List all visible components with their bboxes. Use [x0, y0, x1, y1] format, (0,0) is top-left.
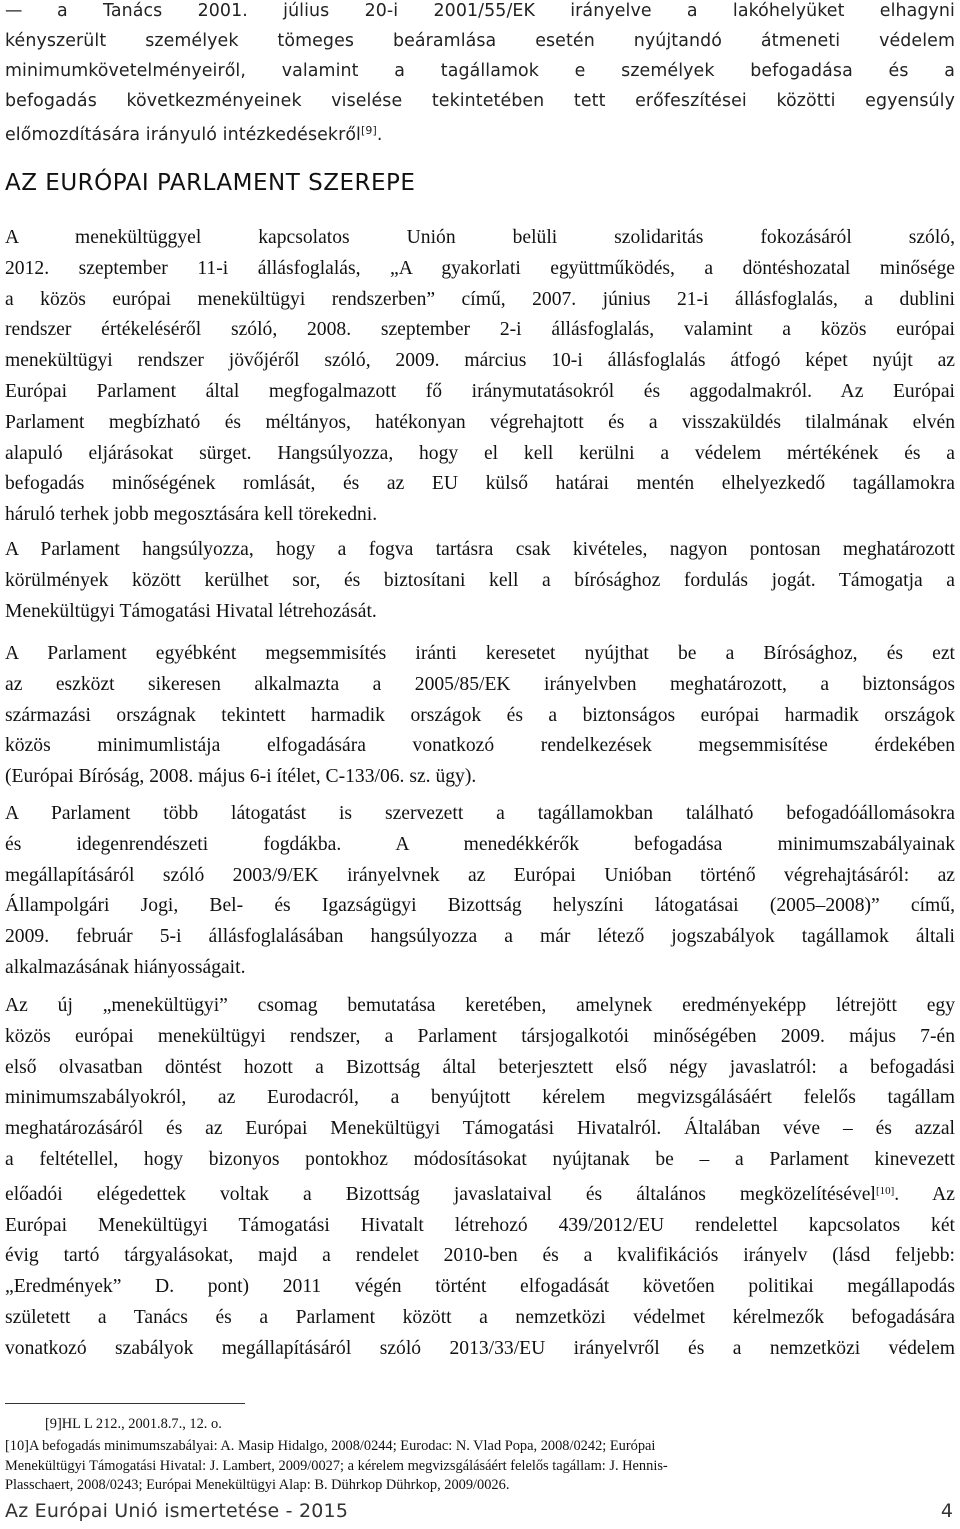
- paragraph-1: [5, 223, 955, 531]
- text-line: Parlament megbízható és méltányos, hatékonyan végrehajtott és a visszaküldés tilalmának elvén: [5, 411, 955, 433]
- footnote-10: [5, 1437, 955, 1496]
- text-line: A Parlament egyébként megsemmisítés iránti keresetet nyújthat be a Bírósághoz, és ezt: [5, 643, 955, 664]
- text-line: a közös európai menekültügyi rendszerben” című, 2007. június 21-i állásfoglalás, a dublini: [5, 288, 955, 310]
- text-line: Európai Menekültügyi Támogatási Hivatalt létrehozó 439/2012/EU rendelettel kapcsolatos két: [5, 1214, 955, 1236]
- footnote-line: [10]A befogadás minimumszabályai: A. Masip Hidalgo, 2008/0244; Eurodac: N. Vlad Popa, 2008/0242; Európai: [5, 1438, 656, 1454]
- intro-line: minimumkövetelményeiről, valamint a tagállamok e személyek befogadása és a: [5, 61, 955, 81]
- footnote-line: Plasschaert, 2008/0243; Európai Menekültügyi Alap: B. Dührkop Dührkop, 2009/0026.: [5, 1477, 510, 1493]
- text-line: alapuló eljárásokat sürget. Hangsúlyozza, hogy el kell kerülni a védelem mértékének és a: [5, 442, 955, 464]
- text-line: A Parlament hangsúlyozza, hogy a fogva tartásra csak kivételes, nagyon pontosan meghatározott: [5, 539, 955, 560]
- text-line: közös minimumlistája elfogadására vonatkozó rendelkezések megsemmisítése érdekében: [5, 735, 955, 757]
- text-line: vonatkozó szabályok megállapításáról szóló 2013/33/EU irányelvről és a nemzetközi védelem: [5, 1337, 955, 1359]
- footnote-divider: [5, 1403, 245, 1404]
- text-line: (Európai Bíróság, 2008. május 6-i ítélet, C-133/06. sz. ügy).: [5, 766, 477, 788]
- text-line: született a Tanács és a Parlament között a nemzetközi védelmet kérelmezők befogadására: [5, 1306, 955, 1328]
- text-line: és idegenrendészeti fogdákba. A menedékkérők befogadása minimumszabályainak: [5, 833, 955, 855]
- paragraph-5: [5, 991, 955, 1365]
- text-line: az eszközt sikeresen alkalmazta a 2005/85/EK irányelvben meghatározott, a biztonságos: [5, 673, 955, 695]
- intro-line: kényszerült személyek tömeges beáramlása esetén nyújtandó átmeneti védelem: [5, 31, 955, 51]
- text-line: rendszer értékeléséről szóló, 2008. szeptember 2-i állásfoglalás, valamint a közös európai: [5, 319, 955, 341]
- text-line: a feltétellel, hogy bizonyos pontokhoz módosításokat nyújtanak be – a Parlament kinevezett: [5, 1148, 955, 1170]
- text-line: első olvasatban döntést hozott a Bizottság által beterjesztett első négy javaslatról: a befogadási: [5, 1056, 955, 1078]
- intro-line: befogadás következményeinek viselése tekintetében tett erőfeszítései közötti egyensúly: [5, 91, 955, 111]
- text-line: származási országnak tekintett harmadik országok és a biztonságos európai harmadik országok: [5, 704, 955, 726]
- text-line: befogadás minőségének romlását, és az EU külső határai mentén elhelyezkedő tagállamokra: [5, 473, 955, 495]
- section-heading: AZ EURÓPAI PARLAMENT SZEREPE: [5, 170, 416, 196]
- intro-bullet-paragraph: [5, 0, 955, 150]
- paragraph-4: [5, 799, 955, 984]
- footnote-label: [9]: [45, 1416, 62, 1432]
- text-line: évig tartó tárgyalásokat, majd a rendelet 2010-ben és a kvalifikációs irányelv (lásd feljebb:: [5, 1245, 955, 1267]
- footnote-label: [10]: [5, 1438, 29, 1454]
- text-line: megállapításáról szóló 2003/9/EK irányelvnek az Európai Unióban történő végrehajtásáról: az: [5, 864, 955, 886]
- text-line: Európai Parlament által megfogalmazott fő iránymutatásokról és aggodalmakról. Az Európai: [5, 380, 955, 402]
- footer-title: Az Európai Unió ismertetése - 2015: [5, 1500, 349, 1522]
- text-line: 2009. február 5-i állásfoglalásában hangsúlyozza a már létező jogszabályok tagállamok általi: [5, 926, 955, 948]
- text-line: meghatározásáról és az Európai Menekültügyi Támogatási Hivatalról. Általában véve – és azzal: [5, 1118, 955, 1140]
- text-line: 2012. szeptember 11-i állásfoglalás, „A gyakorlati együttműködés, a döntéshozatal minősége: [5, 257, 955, 279]
- text-line: Állampolgári Jogi, Bel- és Igazságügyi Bizottság helyszíni látogatásai (2005–2008)” című,: [5, 895, 955, 917]
- paragraph-3: [5, 639, 955, 793]
- text-line: körülmények között kerülhet sor, és biztosítani kell a bírósághoz fordulás jogát. Támogatja a: [5, 569, 955, 591]
- text-line: A menekültüggyel kapcsolatos Unión belüli szolidaritás fokozásáról szóló,: [5, 227, 955, 248]
- footnote-line: Menekültügyi Támogatási Hivatal: J. Lambert, 2009/0027; a kérelem megvizsgálásáért felelős tagállam: J. Hennis-: [5, 1457, 668, 1474]
- text-line: minimumszabályokról, az Eurodacról, a benyújtott kérelem megvizsgálásáért felelős tagállam: [5, 1087, 955, 1109]
- footnote-text: HL L 212., 2001.8.7., 12. o.: [61, 1416, 222, 1432]
- intro-line: előmozdítására irányuló intézkedésekről[9].: [5, 124, 383, 145]
- page-number: 4: [940, 1500, 953, 1522]
- text-line: alkalmazásának hiányosságait.: [5, 956, 246, 978]
- footnote-9: [5, 1415, 955, 1435]
- footnote-ref-10[interactable]: [10]: [875, 1184, 895, 1197]
- text-line: Menekültügyi Támogatási Hivatal létrehozását.: [5, 600, 377, 622]
- text-line: háruló terhek jobb megosztására kell törekedni.: [5, 504, 378, 526]
- text-line: Az új „menekültügyi” csomag bemutatása keretében, amelynek eredményeképp létrejött egy: [5, 995, 955, 1016]
- text-line: közös európai menekültügyi rendszer, a Parlament társjogalkotói minőségében 2009. május 7-én: [5, 1025, 955, 1047]
- footnote-ref-9[interactable]: [9]: [361, 124, 377, 137]
- text-line: „Eredmények” D. pont) 2011 végén történt elfogadását követően politikai megállapodás: [5, 1276, 955, 1298]
- text-line: előadói elégedettek voltak a Bizottság javaslataival és általános megközelítésével[10]. Az: [5, 1183, 956, 1205]
- paragraph-2: [5, 535, 955, 627]
- intro-line: — a Tanács 2001. július 20-i 2001/55/EK irányelve a lakóhelyüket elhagyni: [5, 0, 955, 26]
- bullet-dash: —: [5, 1, 23, 21]
- text-line: A Parlament több látogatást is szervezett a tagállamokban található befogadóállomásokra: [5, 803, 955, 824]
- text-line: menekültügyi rendszer jövőjéről szóló, 2009. március 10-i állásfoglalás átfogó képet nyújt az: [5, 350, 955, 372]
